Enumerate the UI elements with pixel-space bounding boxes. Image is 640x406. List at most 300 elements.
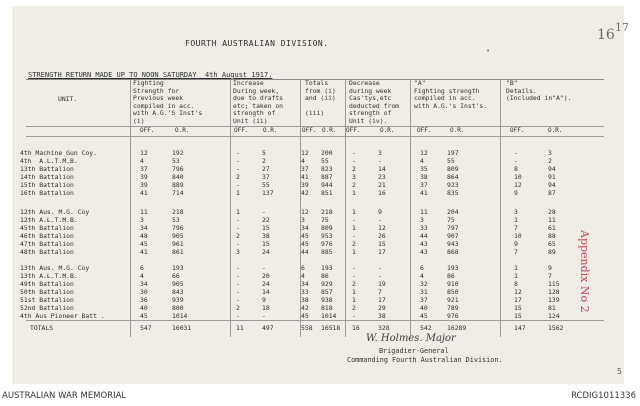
table-cell: 9 <box>514 240 518 248</box>
subheader-off: OFF. <box>346 127 361 134</box>
table-cell: 38 <box>301 296 309 304</box>
table-cell: 7 <box>378 288 382 296</box>
table-cell: 929 <box>321 280 333 288</box>
table-cell: 29 <box>378 304 386 312</box>
table-cell: 2 <box>236 232 240 240</box>
table-cell: 192 <box>172 149 184 157</box>
table-cell: 4 <box>140 157 144 165</box>
table-cell: 37 <box>140 165 148 173</box>
table-row-unit: 4th Machine Gun Coy. <box>20 149 97 157</box>
table-cell: 12 <box>420 149 428 157</box>
table-cell: - <box>378 216 382 224</box>
table-cell: 1 <box>236 208 240 216</box>
table-cell: 2 <box>236 173 240 181</box>
table-cell: 809 <box>447 165 459 173</box>
table-cell: 1 <box>352 296 356 304</box>
table-cell: 1 <box>352 189 356 197</box>
table-cell: 10 <box>514 232 522 240</box>
table-cell: 885 <box>321 248 333 256</box>
col-divider <box>410 80 411 337</box>
table-cell: 1 <box>352 208 356 216</box>
footer-archive-name: AUSTRALIAN WAR MEMORIAL <box>2 391 127 401</box>
table-cell: 43 <box>420 248 428 256</box>
table-cell: 91 <box>548 173 556 181</box>
table-row-unit: 14th Battalion <box>20 173 74 181</box>
subheader-or: O.R. <box>322 127 337 134</box>
table-cell: 868 <box>447 248 459 256</box>
totals-cell: 16289 <box>447 324 467 332</box>
table-row-unit: 48th Battalion <box>20 248 74 256</box>
document-page <box>12 6 624 384</box>
header-col6: "B" Details. (Included in"A"). <box>506 79 572 102</box>
appendix-stamp: Appendix No 2 <box>578 230 591 313</box>
table-cell: 124 <box>548 312 560 320</box>
table-cell: 21 <box>378 181 386 189</box>
table-cell: 864 <box>447 173 459 181</box>
signature-rank: Brigadier-General <box>379 347 449 355</box>
table-cell: 3 <box>514 208 518 216</box>
table-cell: 843 <box>172 288 184 296</box>
totals-cell: 328 <box>378 324 390 332</box>
totals-cell: 16518 <box>321 324 341 332</box>
table-cell: 7 <box>514 224 518 232</box>
table-cell: 9 <box>514 189 518 197</box>
table-cell: 42 <box>301 304 309 312</box>
table-cell: 1 <box>514 216 518 224</box>
table-cell: 23 <box>378 173 386 181</box>
table-cell: 12 <box>301 208 309 216</box>
table-cell: 37 <box>262 173 270 181</box>
table-cell: - <box>236 272 240 280</box>
table-cell: 40 <box>140 304 148 312</box>
table-cell: 204 <box>447 208 459 216</box>
table-cell: 15 <box>262 224 270 232</box>
table-cell: 44 <box>301 248 309 256</box>
table-cell: 1 <box>352 288 356 296</box>
table-row-unit: 4th A.L.T.M.B. <box>20 157 78 165</box>
table-cell: 15 <box>514 304 522 312</box>
header-col2: Increase During week, due to drafts etc; taken on strength of Unit (ii) <box>233 79 284 125</box>
table-cell: 24 <box>262 248 270 256</box>
table-cell: 45 <box>140 312 148 320</box>
table-cell: 905 <box>172 232 184 240</box>
table-cell: 953 <box>321 232 333 240</box>
document-title: FOURTH AUSTRALIAN DIVISION. <box>185 39 329 48</box>
header-col5: "A" Fighting strength compiled in acc. with A.G.'s Inst's. <box>414 79 488 110</box>
table-row-unit: 12th Aus. M.G. Coy <box>20 208 90 216</box>
table-cell: 840 <box>172 173 184 181</box>
table-row-unit: 49th Battalion <box>20 280 74 288</box>
margin-mark: 5 <box>617 367 622 376</box>
table-cell: 218 <box>172 208 184 216</box>
table-row-unit: 46th Battalion <box>20 232 74 240</box>
totals-cell: 16031 <box>172 324 192 332</box>
table-cell: 193 <box>321 264 333 272</box>
table-cell: 17 <box>514 296 522 304</box>
table-cell: 809 <box>321 224 333 232</box>
table-cell: - <box>262 312 266 320</box>
table-cell: 40 <box>420 304 428 312</box>
table-cell: 4 <box>301 157 305 165</box>
subheader-rule-bottom <box>26 136 604 137</box>
table-cell: 19 <box>378 280 386 288</box>
table-cell: - <box>236 264 240 272</box>
table-cell: 7 <box>514 248 518 256</box>
table-cell: 797 <box>447 224 459 232</box>
table-cell: 37 <box>301 165 309 173</box>
header-col4: Decrease during week Cas'tys,etc deducted from strength of Unit (iv). <box>349 79 400 125</box>
table-cell: 55 <box>447 157 455 165</box>
table-cell: 2 <box>352 240 356 248</box>
table-cell: 41 <box>301 173 309 181</box>
table-cell: 905 <box>172 280 184 288</box>
table-cell: 45 <box>140 240 148 248</box>
table-cell: - <box>514 157 518 165</box>
table-cell: - <box>236 216 240 224</box>
table-cell: 9 <box>548 264 552 272</box>
table-cell: 10 <box>514 173 522 181</box>
table-cell: 6 <box>420 264 424 272</box>
table-cell: 87 <box>548 189 556 197</box>
header-unit: UNIT. <box>58 95 78 103</box>
subheader-off: OFF. <box>302 127 317 134</box>
col-divider <box>130 80 131 337</box>
table-cell: 75 <box>447 216 455 224</box>
table-cell: 45 <box>301 232 309 240</box>
table-cell: 39 <box>140 181 148 189</box>
table-cell: - <box>378 272 382 280</box>
table-cell: 907 <box>447 232 459 240</box>
table-cell: 889 <box>172 181 184 189</box>
table-cell: 1 <box>514 272 518 280</box>
table-cell: 9 <box>262 296 266 304</box>
table-cell: 38 <box>262 232 270 240</box>
table-cell: 887 <box>321 173 333 181</box>
table-cell: 193 <box>172 264 184 272</box>
table-cell: 3 <box>352 173 356 181</box>
table-cell: 3 <box>140 216 144 224</box>
subheader-or: O.R. <box>263 127 278 134</box>
table-cell: 14 <box>378 165 386 173</box>
table-cell: 857 <box>321 288 333 296</box>
table-cell: 3 <box>301 216 305 224</box>
table-cell: 910 <box>447 280 459 288</box>
table-cell: 45 <box>301 240 309 248</box>
table-cell: 17 <box>378 248 386 256</box>
table-cell: 12 <box>514 181 522 189</box>
table-cell: 6 <box>301 264 305 272</box>
table-row-unit: 13th Aus. M.G. Coy <box>20 264 90 272</box>
table-cell: 1 <box>352 224 356 232</box>
table-cell: 1014 <box>172 312 188 320</box>
table-cell: - <box>352 216 356 224</box>
table-cell: 48 <box>140 232 148 240</box>
table-cell: - <box>352 272 356 280</box>
table-cell: - <box>236 181 240 189</box>
table-cell: 6 <box>140 264 144 272</box>
totals-cell: 547 <box>140 324 152 332</box>
table-cell: - <box>352 149 356 157</box>
table-cell: 2 <box>548 157 552 165</box>
subheader-off: OFF. <box>234 127 249 134</box>
table-cell: 2 <box>262 157 266 165</box>
header-col1: Fighting Strength for Previous week compiled in acc. with A.G.'S Inst's (i) <box>133 79 203 125</box>
table-cell: 128 <box>548 288 560 296</box>
table-cell: 2 <box>352 165 356 173</box>
table-cell: 2 <box>352 280 356 288</box>
table-cell: 34 <box>140 280 148 288</box>
table-cell: 12 <box>378 224 386 232</box>
table-cell: 24 <box>262 280 270 288</box>
table-cell: 88 <box>548 232 556 240</box>
table-cell: 55 <box>321 157 329 165</box>
table-cell: 4 <box>420 272 424 280</box>
table-cell: 3 <box>236 248 240 256</box>
subheader-off: OFF. <box>510 127 525 134</box>
table-cell: 31 <box>420 288 428 296</box>
totals-cell: 147 <box>514 324 526 332</box>
table-cell: 22 <box>262 216 270 224</box>
table-cell: 12 <box>140 149 148 157</box>
table-cell: 944 <box>321 181 333 189</box>
subheader-or: O.R. <box>548 127 563 134</box>
table-cell: 938 <box>321 296 333 304</box>
folio-mark: 17 <box>615 21 629 34</box>
table-cell: 39 <box>301 181 309 189</box>
table-cell: 850 <box>447 288 459 296</box>
table-cell: 30 <box>140 288 148 296</box>
table-cell: 17 <box>378 296 386 304</box>
table-cell: 86 <box>321 272 329 280</box>
table-cell: 45 <box>420 312 428 320</box>
table-cell: - <box>236 288 240 296</box>
table-cell: 75 <box>321 216 329 224</box>
table-cell: 218 <box>321 208 333 216</box>
table-row-unit: 13th A.L.T.M.B. <box>20 272 78 280</box>
table-cell: 11 <box>548 216 556 224</box>
table-cell: 2 <box>352 304 356 312</box>
table-cell: 823 <box>321 165 333 173</box>
footer-reference-id: RCDIG1011336 <box>571 391 636 401</box>
table-cell: 818 <box>321 304 333 312</box>
totals-rule <box>26 320 604 321</box>
table-cell: 39 <box>140 173 148 181</box>
table-cell: 86 <box>447 272 455 280</box>
table-cell: - <box>262 264 266 272</box>
totals-label: TOTALS <box>30 324 54 332</box>
table-cell: - <box>378 264 382 272</box>
table-cell: 3 <box>378 149 382 157</box>
table-row-unit: 12th A.L.T.M.B. <box>20 216 78 224</box>
table-cell: 12 <box>301 149 309 157</box>
table-cell: - <box>236 157 240 165</box>
bullet-mark: • <box>486 47 491 55</box>
table-cell: 38 <box>420 173 428 181</box>
subheader-off: OFF. <box>417 127 432 134</box>
table-cell: - <box>262 208 266 216</box>
table-cell: 66 <box>172 272 180 280</box>
table-cell: - <box>236 312 240 320</box>
table-cell: 11 <box>140 208 148 216</box>
table-cell: 26 <box>378 232 386 240</box>
totals-cell: 497 <box>262 324 274 332</box>
table-cell: - <box>236 149 240 157</box>
table-cell: 796 <box>172 165 184 173</box>
table-cell: 89 <box>548 248 556 256</box>
table-cell: 55 <box>262 181 270 189</box>
table-cell: 2 <box>236 304 240 312</box>
table-row-unit: 15th Battalion <box>20 181 74 189</box>
table-row-unit: 13th Battalion <box>20 165 74 173</box>
table-cell: 3 <box>420 216 424 224</box>
table-cell: 1 <box>514 264 518 272</box>
table-cell: - <box>236 240 240 248</box>
table-cell: - <box>236 280 240 288</box>
table-cell: 35 <box>420 165 428 173</box>
table-cell: 921 <box>447 296 459 304</box>
totals-cell: 16 <box>352 324 360 332</box>
table-cell: 714 <box>172 189 184 197</box>
table-cell: - <box>352 157 356 165</box>
table-cell: 28 <box>548 208 556 216</box>
table-cell: - <box>378 157 382 165</box>
table-cell: 9 <box>378 208 382 216</box>
table-cell: 943 <box>447 240 459 248</box>
col-divider <box>345 80 346 337</box>
table-cell: 800 <box>172 304 184 312</box>
table-cell: 1 <box>236 189 240 197</box>
table-row-unit: 4th Aus Pioneer Batt . <box>20 312 105 320</box>
table-cell: 94 <box>548 181 556 189</box>
table-cell: 2 <box>352 181 356 189</box>
page-number: 16 <box>597 27 615 43</box>
table-cell: 15 <box>262 240 270 248</box>
table-cell: 34 <box>301 280 309 288</box>
table-row-unit: 50th Battalion <box>20 288 74 296</box>
table-cell: 789 <box>447 304 459 312</box>
table-cell: 1 <box>352 248 356 256</box>
signature-handwriting: W. Holmes. Major <box>366 333 456 344</box>
totals-cell: 542 <box>420 324 432 332</box>
table-cell: 33 <box>301 288 309 296</box>
header-col3: Totals from (i) and (ii) (iii) <box>305 79 336 117</box>
table-cell: - <box>236 224 240 232</box>
table-cell: - <box>514 149 518 157</box>
table-cell: 43 <box>420 240 428 248</box>
totals-cell: 1562 <box>548 324 564 332</box>
table-cell: 15 <box>378 240 386 248</box>
table-cell: 14 <box>262 288 270 296</box>
table-cell: 16 <box>378 189 386 197</box>
signature-title: Commanding Fourth Australian Division. <box>347 356 503 364</box>
table-cell: 923 <box>447 181 459 189</box>
table-cell: 61 <box>548 224 556 232</box>
table-row-unit: 52nd Battalion <box>20 304 74 312</box>
table-cell: 15 <box>514 312 522 320</box>
col-divider <box>500 80 501 337</box>
table-cell: 33 <box>420 224 428 232</box>
footer-bar <box>0 384 640 406</box>
table-cell: 32 <box>420 280 428 288</box>
table-cell: 861 <box>172 248 184 256</box>
subheader-or: O.R. <box>450 127 465 134</box>
table-cell: 835 <box>447 189 459 197</box>
table-cell: 4 <box>420 157 424 165</box>
table-cell: 3 <box>548 149 552 157</box>
table-cell: 7 <box>548 272 552 280</box>
table-cell: 34 <box>301 224 309 232</box>
table-cell: 34 <box>140 224 148 232</box>
subheader-or: O.R. <box>380 127 395 134</box>
table-cell: 18 <box>262 304 270 312</box>
table-cell: 44 <box>420 232 428 240</box>
table-cell: 27 <box>262 165 270 173</box>
table-cell: 200 <box>321 149 333 157</box>
table-cell: 4 <box>140 272 144 280</box>
table-row-unit: 47th Battalion <box>20 240 74 248</box>
table-cell: 37 <box>420 181 428 189</box>
table-cell: 41 <box>140 189 148 197</box>
table-cell: 38 <box>378 312 386 320</box>
table-cell: - <box>352 312 356 320</box>
table-cell: 65 <box>548 240 556 248</box>
table-cell: 53 <box>172 216 180 224</box>
table-cell: 94 <box>548 165 556 173</box>
table-cell: 976 <box>321 240 333 248</box>
table-row-unit: 45th Battalion <box>20 224 74 232</box>
table-cell: 139 <box>548 296 560 304</box>
table-cell: 976 <box>447 312 459 320</box>
table-cell: 4 <box>301 272 305 280</box>
table-cell: 36 <box>140 296 148 304</box>
table-cell: 197 <box>447 149 459 157</box>
table-cell: 45 <box>301 312 309 320</box>
table-row-unit: 16th Battalion <box>20 189 74 197</box>
table-cell: - <box>352 264 356 272</box>
col-divider <box>230 80 231 337</box>
table-cell: 115 <box>548 280 560 288</box>
table-cell: 42 <box>301 189 309 197</box>
table-cell: 137 <box>262 189 274 197</box>
table-cell: 81 <box>548 304 556 312</box>
table-cell: 41 <box>420 189 428 197</box>
table-cell: 37 <box>420 296 428 304</box>
table-cell: 5 <box>262 149 266 157</box>
table-cell: 41 <box>140 248 148 256</box>
table-cell: - <box>236 296 240 304</box>
table-cell: 11 <box>420 208 428 216</box>
table-cell: 8 <box>514 280 518 288</box>
table-cell: 939 <box>172 296 184 304</box>
strength-return-heading: STRENGTH RETURN MADE UP TO NOON SATURDAY 4th August 1917. <box>28 71 273 79</box>
table-cell: 193 <box>447 264 459 272</box>
table-cell: 8 <box>514 165 518 173</box>
table-cell: 1014 <box>321 312 337 320</box>
table-cell: 20 <box>262 272 270 280</box>
table-cell: 53 <box>172 157 180 165</box>
table-cell: 12 <box>514 288 522 296</box>
subheader-or: O.R. <box>175 127 190 134</box>
table-row-unit: 51st Battalion <box>20 296 74 304</box>
totals-cell: 558 <box>301 324 313 332</box>
table-cell: 851 <box>321 189 333 197</box>
table-cell: 796 <box>172 224 184 232</box>
table-cell: - <box>352 232 356 240</box>
totals-cell: 11 <box>236 324 244 332</box>
subheader-off: OFF. <box>140 127 155 134</box>
table-cell: - <box>236 165 240 173</box>
table-cell: 961 <box>172 240 184 248</box>
